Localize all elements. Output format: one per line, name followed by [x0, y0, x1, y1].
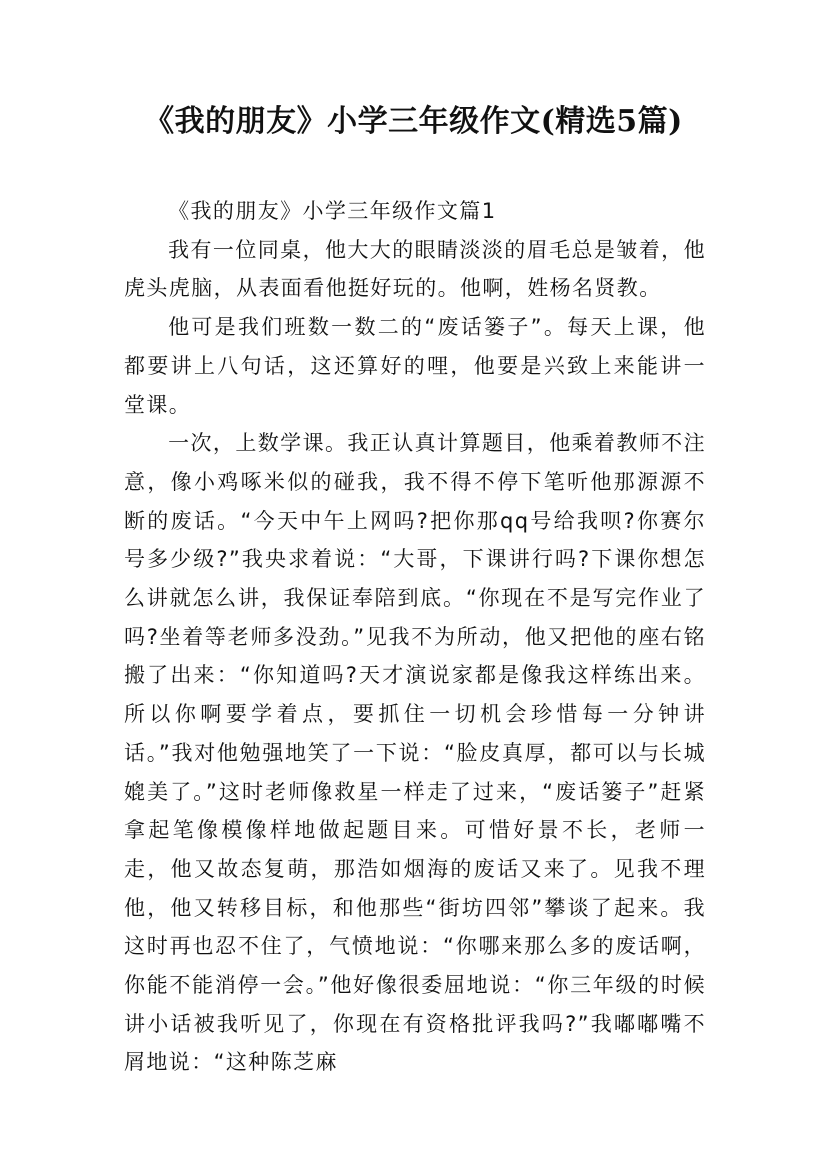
- paragraph-1: 我有一位同桌，他大大的眼睛淡淡的眉毛总是皱着，他虎头虎脑，从表面看他挺好玩的。他啊，姓杨名贤教。: [124, 237, 706, 301]
- document-title: 《我的朋友》小学三年级作文(精选5篇): [144, 104, 683, 139]
- section-heading: 《我的朋友》小学三年级作文篇1: [168, 199, 497, 223]
- paragraph-3: 一次，上数学课。我正认真计算题目，他乘着教师不注意，像小鸡啄米似的碰我，我不得不停下笔听他那源源不断的废话。“今天中午上网吗?把你那qq号给我呗?你赛尔号多少级?”我央求着说：“大哥，下课讲行吗?下课你想怎么讲就怎么讲，我保证奉陪到底。“你现在不是写完作业了吗?坐着等老师多没劲。”见我不为所动，他又把他的座右铭搬了出来：“你知道吗?天才演说家都是像我这样练出来。所以你啊要学着点，要抓住一切机会珍惜每一分钟讲话。”我对他勉强地笑了一下说：“脸皮真厚，都可以与长城媲美了。”这时老师像救星一样走了过来，“废话篓子”赶紧拿起笔像模像样地做起题目来。可惜好景不长，老师一走，他又故态复萌，那浩如烟海的废话又来了。见我不理他，他又转移目标，和他那些“街坊四邻”攀谈了起来。我这时再也忍不住了，气愤地说：“你哪来那么多的废话啊，你能不能消停一会。”他好像很委屈地说：“你三年级的时候讲小话被我听见了，你现在有资格批评我吗?”我嘟嘟嘴不屑地说：“这种陈芝麻: [124, 431, 706, 1075]
- document-body: [124, 192, 706, 1082]
- paragraph-2: 他可是我们班数一数二的“废话篓子”。每天上课，他都要讲上八句话，这还算好的哩，他要是兴致上来能讲一堂课。: [124, 315, 706, 417]
